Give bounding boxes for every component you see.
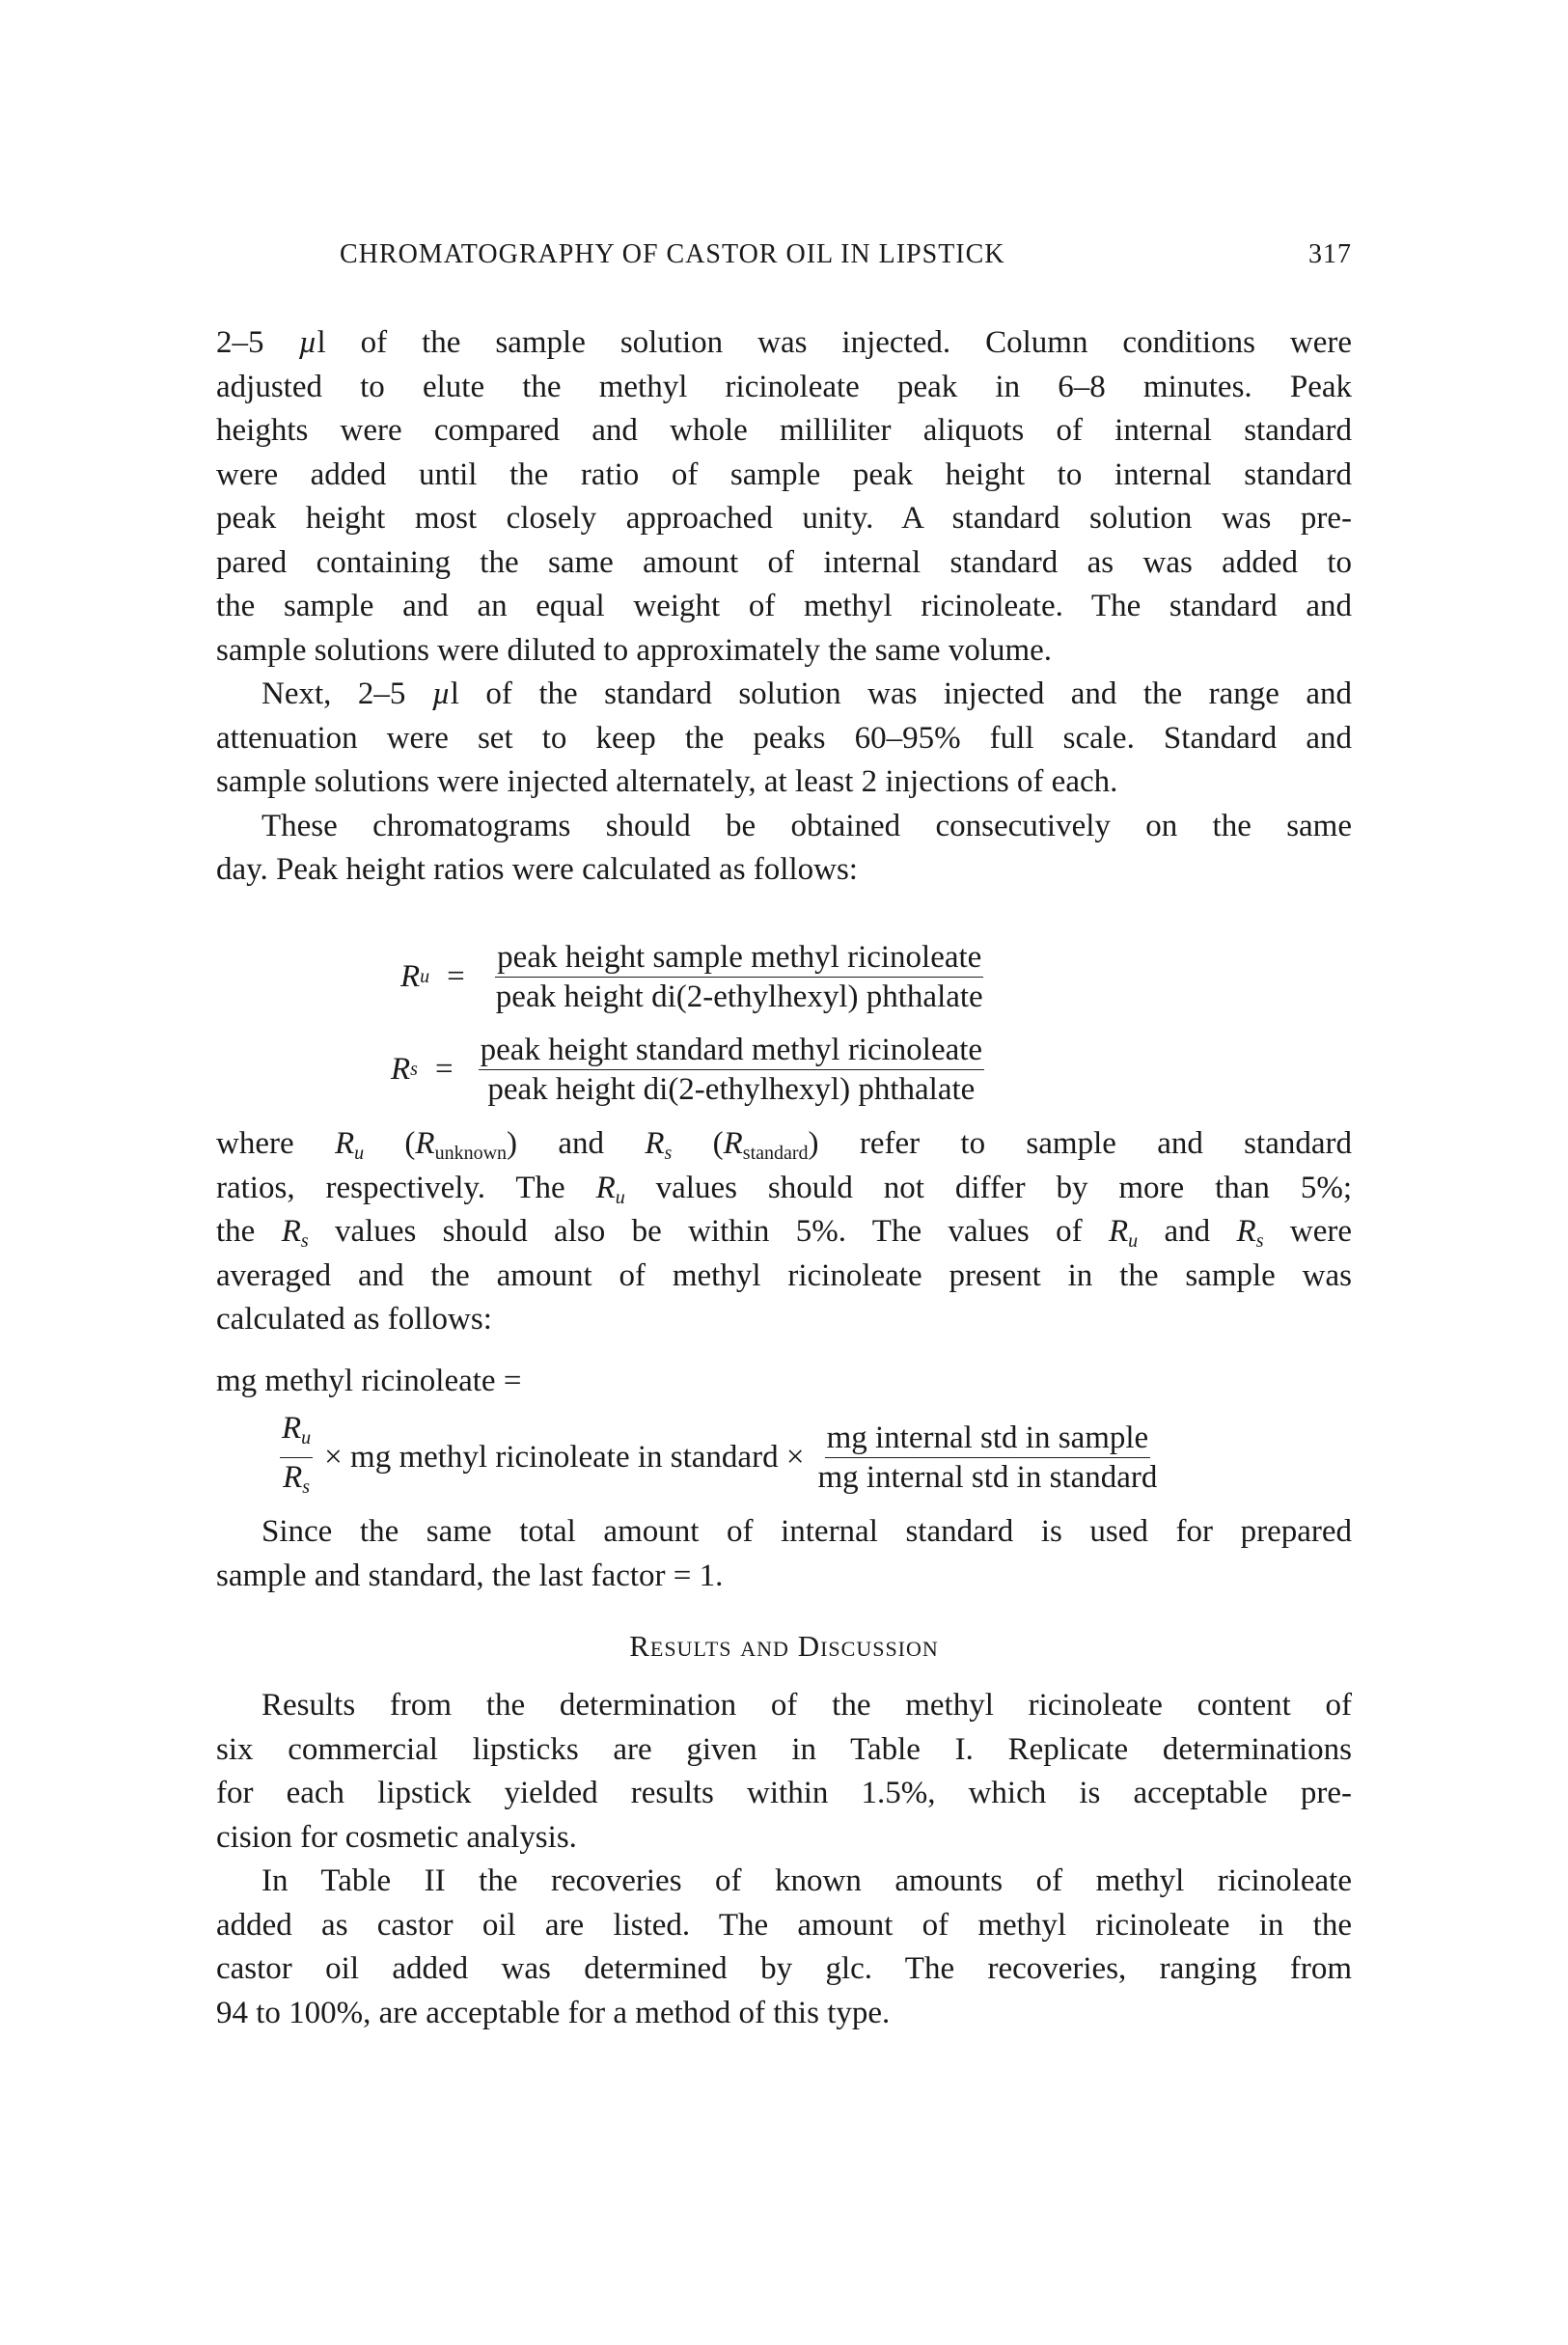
formula-numerator: mg internal std in sample [825, 1419, 1151, 1458]
text-line [216, 1728, 1352, 1773]
text-line [216, 1167, 1352, 1211]
text-segment: R [645, 1126, 665, 1161]
equation-rs [391, 1031, 984, 1109]
internal-std-fraction [815, 1419, 1159, 1497]
text-segment: attenuation were set to keep the peaks 60–95% full scale. Standard and [216, 720, 1352, 756]
formula-lhs: mg methyl ricinoleate = [216, 1364, 522, 1398]
text-line [216, 366, 1352, 410]
ratio-den-sub: s [302, 1476, 311, 1498]
text-segment: µ [431, 676, 451, 711]
equation-ru [400, 938, 985, 1016]
text-segment: ( [672, 1126, 724, 1161]
results-paragraphs [216, 1684, 1352, 2035]
methods-paragraphs [216, 321, 1352, 893]
text-segment: pared containing the same amount of internal standard as was added to [216, 544, 1352, 580]
text-line [216, 805, 1352, 849]
text-segment: sample solutions were injected alternately, at least 2 injections of each. [216, 764, 1118, 799]
eq-equals: = [434, 1052, 454, 1087]
text-line [216, 1122, 1352, 1167]
text-segment: s [1255, 1230, 1264, 1252]
eq-symbol: R [400, 959, 421, 994]
text-segment: Results from the determination of the methyl ricinoleate content of [261, 1688, 1352, 1723]
text-segment: day. Peak height ratios were calculated as follows: [216, 852, 858, 887]
eq-equals: = [447, 959, 465, 994]
eq-fraction [479, 1031, 984, 1109]
eq-subscript: s [410, 1059, 418, 1080]
text-segment: Next, 2–5 [261, 676, 432, 711]
eq-symbol: R [391, 1052, 411, 1087]
text-segment: l of the standard solution was injected and the range and [450, 676, 1352, 711]
text-line [216, 760, 1352, 805]
text-segment: six commercial lipsticks are given in Table I. Replicate determinations [216, 1731, 1352, 1767]
text-line [216, 1772, 1352, 1816]
text-line [216, 1816, 1352, 1861]
text-segment: 94 to 100%, are acceptable for a method of this type. [216, 1995, 891, 2030]
text-segment: R [281, 1214, 301, 1249]
text-segment: sample solutions were diluted to approximately the same volume. [216, 632, 1053, 668]
text-line [216, 454, 1352, 498]
text-segment: standard [742, 1143, 809, 1164]
text-segment: and [1138, 1214, 1237, 1249]
text-segment: R [1108, 1214, 1129, 1249]
text-segment: values should not differ by more than 5%; [624, 1170, 1353, 1205]
text-line [216, 1298, 1352, 1342]
formula-rhs [280, 1409, 1159, 1506]
text-line [216, 541, 1352, 586]
text-segment: R [1236, 1214, 1256, 1249]
ratio-num-sub: u [301, 1427, 312, 1448]
text-line [216, 1947, 1352, 1992]
text-segment: unknown [434, 1143, 508, 1164]
text-line [216, 497, 1352, 541]
text-segment: values should also be within 5%. The values of [308, 1214, 1109, 1249]
text-line [216, 629, 1352, 674]
ratio-num-symbol: R [282, 1411, 302, 1446]
formula-denominator: mg internal std in standard [817, 1460, 1158, 1495]
text-segment: In Table II the recoveries of known amounts of methyl ricinoleate [261, 1863, 1352, 1898]
text-segment: averaged and the amount of methyl ricinoleate present in the sample was [216, 1257, 1352, 1293]
since-paragraph [216, 1510, 1352, 1598]
text-line [216, 1555, 1352, 1599]
text-line [216, 1992, 1352, 2036]
text-segment: calculated as follows: [216, 1302, 492, 1337]
text-segment: cision for cosmetic analysis. [216, 1819, 577, 1855]
eq-fraction [494, 938, 985, 1016]
section-heading: Results and Discussion [629, 1629, 939, 1663]
text-line [216, 1255, 1352, 1299]
text-line [216, 585, 1352, 629]
text-segment: were added until the ratio of sample peak height to internal standard [216, 456, 1352, 492]
text-line [216, 1904, 1352, 1948]
eq-denominator: peak height di(2-ethylhexyl) phthalate [495, 979, 983, 1014]
ratio-explanation [216, 1122, 1352, 1342]
text-segment: ) and [507, 1126, 646, 1161]
text-segment: R [415, 1126, 435, 1161]
text-line [216, 717, 1352, 761]
eq-subscript: u [420, 966, 430, 987]
text-line [216, 673, 1352, 717]
text-segment: peak height most closely approached unity. A standard solution was pre- [216, 501, 1352, 536]
text-segment: heights were compared and whole milliliter aliquots of internal standard [216, 413, 1352, 448]
text-segment: sample and standard, the last factor = 1. [216, 1558, 724, 1593]
text-segment: castor oil added was determined by glc. The recoveries, ranging from [216, 1951, 1352, 1986]
text-segment: R [334, 1126, 355, 1161]
text-segment: for each lipstick yielded results within 1.5%, which is acceptable pre- [216, 1776, 1352, 1810]
text-segment: ( [364, 1126, 416, 1161]
running-header [340, 239, 1352, 270]
text-segment: u [1128, 1230, 1139, 1252]
text-segment: R [595, 1170, 616, 1205]
text-segment: where [216, 1126, 335, 1161]
eq-numerator: peak height standard methyl ricinoleate [479, 1031, 984, 1070]
text-line [216, 1860, 1352, 1904]
text-line [216, 1510, 1352, 1555]
text-segment: Since the same total amount of internal standard is used for prepared [261, 1514, 1352, 1549]
eq-denominator: peak height di(2-ethylhexyl) phthalate [487, 1072, 976, 1107]
text-segment: the sample and an equal weight of methyl ricinoleate. The standard and [216, 589, 1352, 623]
text-line [216, 1684, 1352, 1728]
text-segment: R [723, 1126, 743, 1161]
text-segment: s [664, 1143, 673, 1164]
text-line [216, 321, 1352, 366]
text-segment: u [354, 1143, 365, 1164]
page-number: 317 [1308, 239, 1352, 269]
text-line [216, 409, 1352, 454]
text-segment: ) refer to sample and standard [808, 1126, 1352, 1161]
eq-numerator: peak height sample methyl ricinoleate [495, 938, 983, 978]
text-segment: u [615, 1186, 625, 1208]
ratio-den-symbol: R [283, 1460, 303, 1495]
running-title: CHROMATOGRAPHY OF CASTOR OIL IN LIPSTICK [340, 239, 1005, 269]
text-segment: µ [298, 325, 317, 360]
ratio-fraction [280, 1409, 313, 1506]
text-segment: s [300, 1230, 309, 1252]
text-segment: 2–5 [216, 325, 299, 360]
text-line [216, 1210, 1352, 1255]
text-segment: were [1263, 1214, 1352, 1249]
text-segment: added as castor oil are listed. The amount of methyl ricinoleate in the [216, 1907, 1352, 1943]
text-segment: l of the sample solution was injected. Column conditions were [316, 325, 1353, 360]
text-segment: the [216, 1214, 282, 1249]
formula-middle: × mg methyl ricinoleate in standard × [324, 1440, 805, 1475]
text-segment: adjusted to elute the methyl ricinoleate peak in 6–8 minutes. Peak [216, 369, 1352, 404]
text-line [216, 848, 1352, 893]
text-segment: ratios, respectively. The [216, 1170, 596, 1205]
text-segment: These chromatograms should be obtained consecutively on the same [261, 808, 1352, 843]
